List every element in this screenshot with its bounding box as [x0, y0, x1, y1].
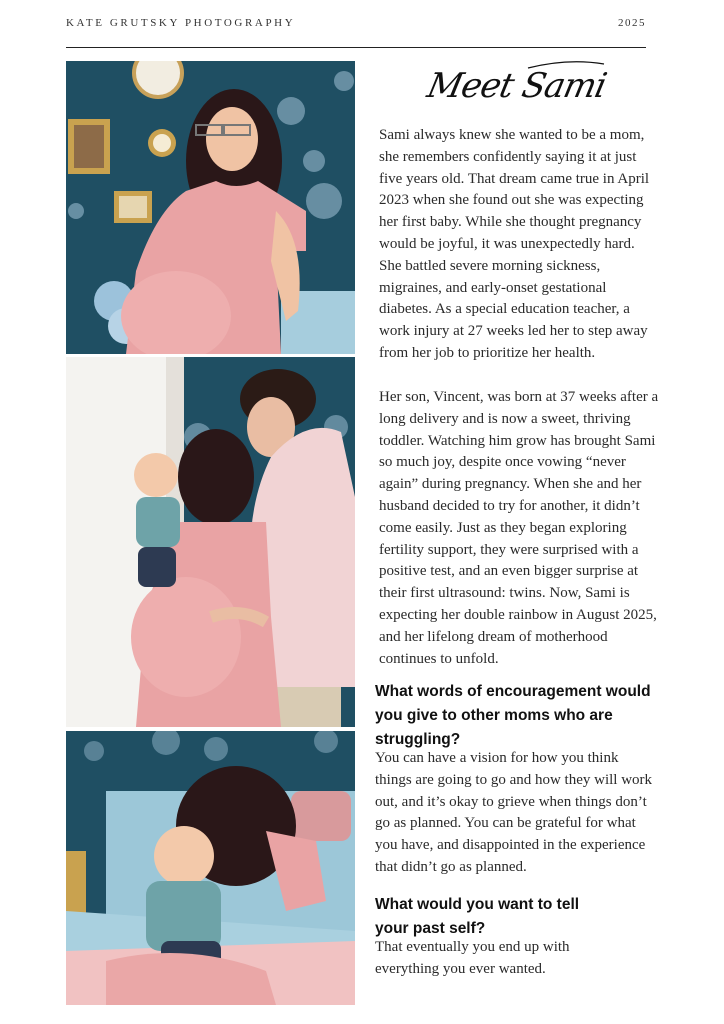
- question-past-self: What would you want to tell your past self?: [375, 896, 580, 937]
- story-paragraph: Her son, Vincent, was born at 37 weeks after a long delivery and is now a sweet, thriving toddler. Watching him grow has brought Sami so much joy, despite once vowing “never again” during pregnancy. When she and her husband decided to try for another, it didn’t come easily. Just as they began exploring fertility support, they were surprised with a positive test, and an even bigger surprise at their first ultrasound: twins. Now, Sami is expecting her double rainbow in August 2025, and her lifelong dream of motherhood continues to unfold.: [379, 389, 659, 667]
- mother-baby-bed-photo: [66, 731, 355, 1005]
- header-divider: [66, 47, 646, 48]
- maternity-portrait-photo: [66, 61, 355, 354]
- family-portrait-photo: [66, 357, 355, 727]
- header-year: 2025: [618, 17, 646, 29]
- article-title: Meet Sami: [423, 66, 610, 106]
- answer-past-self: That eventually you end up with everything you ever wanted.: [375, 939, 570, 977]
- intro-paragraph: Sami always knew she wanted to be a mom, she remembers confidently saying it at just five years old. That dream came true in April 2023 when she found out she was expecting her first baby. While she thought pregnancy would be joyful, it was unexpectedly hard. She battled severe morning sickness, migraines, and early-onset gestational diabetes. As a special education teacher, a work injury at 27 weeks led her to step away from her job to prioritize her health.: [379, 127, 650, 361]
- title-swash: [428, 56, 618, 116]
- question-encouragement: What words of encouragement would you give to other moms who are struggling?: [375, 683, 651, 748]
- answer-encouragement: You can have a vision for how you think things are going to go and how they will work out, and it’s okay to grieve when things don’t go as planned. You can be grateful for what you have, and disappointed in the experience that didn’t go as planned.: [375, 750, 653, 875]
- header-studio-name: KATE GRUTSKY PHOTOGRAPHY: [66, 17, 296, 29]
